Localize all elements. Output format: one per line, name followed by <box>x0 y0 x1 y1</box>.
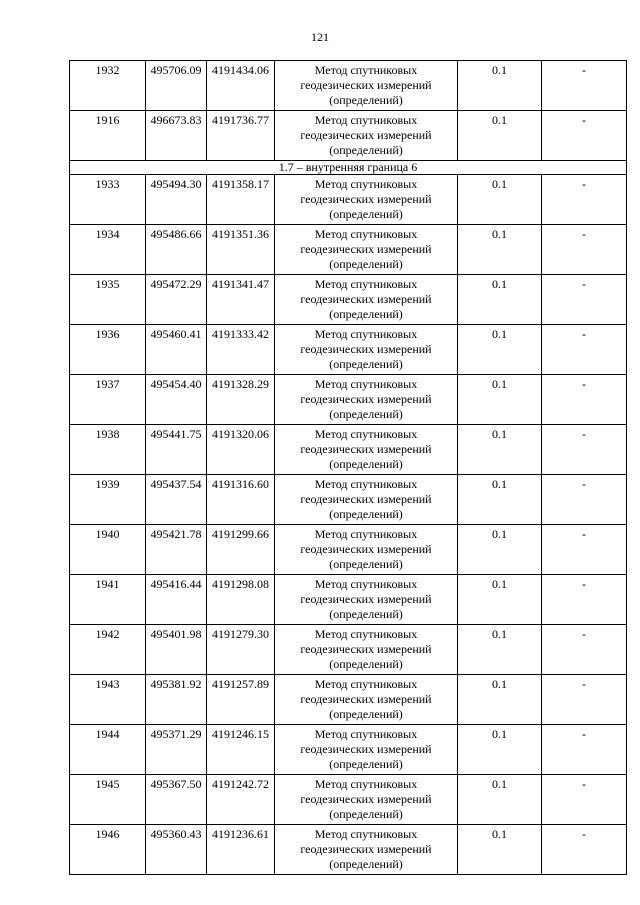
x-coordinate-cell: 495381.92 <box>146 675 207 725</box>
table-row <box>70 425 627 475</box>
accuracy-cell: 0.1 <box>458 175 542 225</box>
accuracy-cell: 0.1 <box>458 725 542 775</box>
coordinates-table <box>69 60 627 875</box>
coordinates-table-body <box>70 61 627 875</box>
method-cell: Метод спутниковых геодезических измерений (определений) <box>275 225 458 275</box>
table-row <box>70 325 627 375</box>
y-coordinate-cell: 4191328.29 <box>207 375 275 425</box>
x-coordinate-cell: 496673.83 <box>146 111 207 161</box>
accuracy-cell: 0.1 <box>458 325 542 375</box>
table-row <box>70 61 627 111</box>
method-cell: Метод спутниковых геодезических измерений (определений) <box>275 275 458 325</box>
y-coordinate-cell: 4191358.17 <box>207 175 275 225</box>
accuracy-cell: 0.1 <box>458 675 542 725</box>
point-number-cell: 1940 <box>70 525 146 575</box>
x-coordinate-cell: 495416.44 <box>146 575 207 625</box>
method-cell: Метод спутниковых геодезических измерений (определений) <box>275 775 458 825</box>
table-row <box>70 725 627 775</box>
table-row <box>70 825 627 875</box>
note-cell: - <box>542 425 627 475</box>
note-cell: - <box>542 225 627 275</box>
x-coordinate-cell: 495472.29 <box>146 275 207 325</box>
point-number-cell: 1935 <box>70 275 146 325</box>
note-cell: - <box>542 775 627 825</box>
note-cell: - <box>542 825 627 875</box>
method-cell: Метод спутниковых геодезических измерений (определений) <box>275 111 458 161</box>
y-coordinate-cell: 4191257.89 <box>207 675 275 725</box>
table-row <box>70 375 627 425</box>
point-number-cell: 1942 <box>70 625 146 675</box>
note-cell: - <box>542 175 627 225</box>
x-coordinate-cell: 495367.50 <box>146 775 207 825</box>
table-row <box>70 475 627 525</box>
y-coordinate-cell: 4191333.42 <box>207 325 275 375</box>
accuracy-cell: 0.1 <box>458 225 542 275</box>
x-coordinate-cell: 495360.43 <box>146 825 207 875</box>
x-coordinate-cell: 495706.09 <box>146 61 207 111</box>
note-cell: - <box>542 375 627 425</box>
method-cell: Метод спутниковых геодезических измерений (определений) <box>275 525 458 575</box>
accuracy-cell: 0.1 <box>458 525 542 575</box>
y-coordinate-cell: 4191320.06 <box>207 425 275 475</box>
y-coordinate-cell: 4191434.06 <box>207 61 275 111</box>
point-number-cell: 1934 <box>70 225 146 275</box>
method-cell: Метод спутниковых геодезических измерений (определений) <box>275 825 458 875</box>
note-cell: - <box>542 111 627 161</box>
table-row <box>70 625 627 675</box>
method-cell: Метод спутниковых геодезических измерений (определений) <box>275 61 458 111</box>
y-coordinate-cell: 4191351.36 <box>207 225 275 275</box>
section-header-row <box>70 161 627 175</box>
table-row <box>70 775 627 825</box>
accuracy-cell: 0.1 <box>458 275 542 325</box>
note-cell: - <box>542 675 627 725</box>
note-cell: - <box>542 275 627 325</box>
point-number-cell: 1943 <box>70 675 146 725</box>
y-coordinate-cell: 4191279.30 <box>207 625 275 675</box>
accuracy-cell: 0.1 <box>458 475 542 525</box>
method-cell: Метод спутниковых геодезических измерений (определений) <box>275 575 458 625</box>
note-cell: - <box>542 525 627 575</box>
table-row <box>70 275 627 325</box>
method-cell: Метод спутниковых геодезических измерений (определений) <box>275 475 458 525</box>
method-cell: Метод спутниковых геодезических измерений (определений) <box>275 625 458 675</box>
note-cell: - <box>542 725 627 775</box>
section-title: 1.7 – внутренняя граница 6 <box>70 161 627 175</box>
point-number-cell: 1946 <box>70 825 146 875</box>
point-number-cell: 1941 <box>70 575 146 625</box>
table-row <box>70 525 627 575</box>
y-coordinate-cell: 4191341.47 <box>207 275 275 325</box>
y-coordinate-cell: 4191242.72 <box>207 775 275 825</box>
x-coordinate-cell: 495421.78 <box>146 525 207 575</box>
point-number-cell: 1945 <box>70 775 146 825</box>
method-cell: Метод спутниковых геодезических измерений (определений) <box>275 325 458 375</box>
x-coordinate-cell: 495486.66 <box>146 225 207 275</box>
method-cell: Метод спутниковых геодезических измерений (определений) <box>275 175 458 225</box>
point-number-cell: 1939 <box>70 475 146 525</box>
x-coordinate-cell: 495441.75 <box>146 425 207 475</box>
method-cell: Метод спутниковых геодезических измерений (определений) <box>275 425 458 475</box>
note-cell: - <box>542 61 627 111</box>
y-coordinate-cell: 4191246.15 <box>207 725 275 775</box>
table-row <box>70 175 627 225</box>
point-number-cell: 1933 <box>70 175 146 225</box>
accuracy-cell: 0.1 <box>458 775 542 825</box>
point-number-cell: 1932 <box>70 61 146 111</box>
method-cell: Метод спутниковых геодезических измерений (определений) <box>275 725 458 775</box>
table-row <box>70 575 627 625</box>
point-number-cell: 1937 <box>70 375 146 425</box>
x-coordinate-cell: 495454.40 <box>146 375 207 425</box>
point-number-cell: 1944 <box>70 725 146 775</box>
accuracy-cell: 0.1 <box>458 575 542 625</box>
point-number-cell: 1938 <box>70 425 146 475</box>
x-coordinate-cell: 495401.98 <box>146 625 207 675</box>
note-cell: - <box>542 325 627 375</box>
x-coordinate-cell: 495494.30 <box>146 175 207 225</box>
x-coordinate-cell: 495460.41 <box>146 325 207 375</box>
accuracy-cell: 0.1 <box>458 111 542 161</box>
method-cell: Метод спутниковых геодезических измерений (определений) <box>275 675 458 725</box>
method-cell: Метод спутниковых геодезических измерений (определений) <box>275 375 458 425</box>
table-row <box>70 675 627 725</box>
y-coordinate-cell: 4191236.61 <box>207 825 275 875</box>
note-cell: - <box>542 575 627 625</box>
accuracy-cell: 0.1 <box>458 825 542 875</box>
x-coordinate-cell: 495371.29 <box>146 725 207 775</box>
accuracy-cell: 0.1 <box>458 425 542 475</box>
accuracy-cell: 0.1 <box>458 375 542 425</box>
table-row <box>70 225 627 275</box>
point-number-cell: 1916 <box>70 111 146 161</box>
note-cell: - <box>542 475 627 525</box>
y-coordinate-cell: 4191298.08 <box>207 575 275 625</box>
y-coordinate-cell: 4191299.66 <box>207 525 275 575</box>
note-cell: - <box>542 625 627 675</box>
x-coordinate-cell: 495437.54 <box>146 475 207 525</box>
accuracy-cell: 0.1 <box>458 625 542 675</box>
accuracy-cell: 0.1 <box>458 61 542 111</box>
point-number-cell: 1936 <box>70 325 146 375</box>
y-coordinate-cell: 4191736.77 <box>207 111 275 161</box>
table-row <box>70 111 627 161</box>
page-number: 121 <box>311 30 329 44</box>
y-coordinate-cell: 4191316.60 <box>207 475 275 525</box>
